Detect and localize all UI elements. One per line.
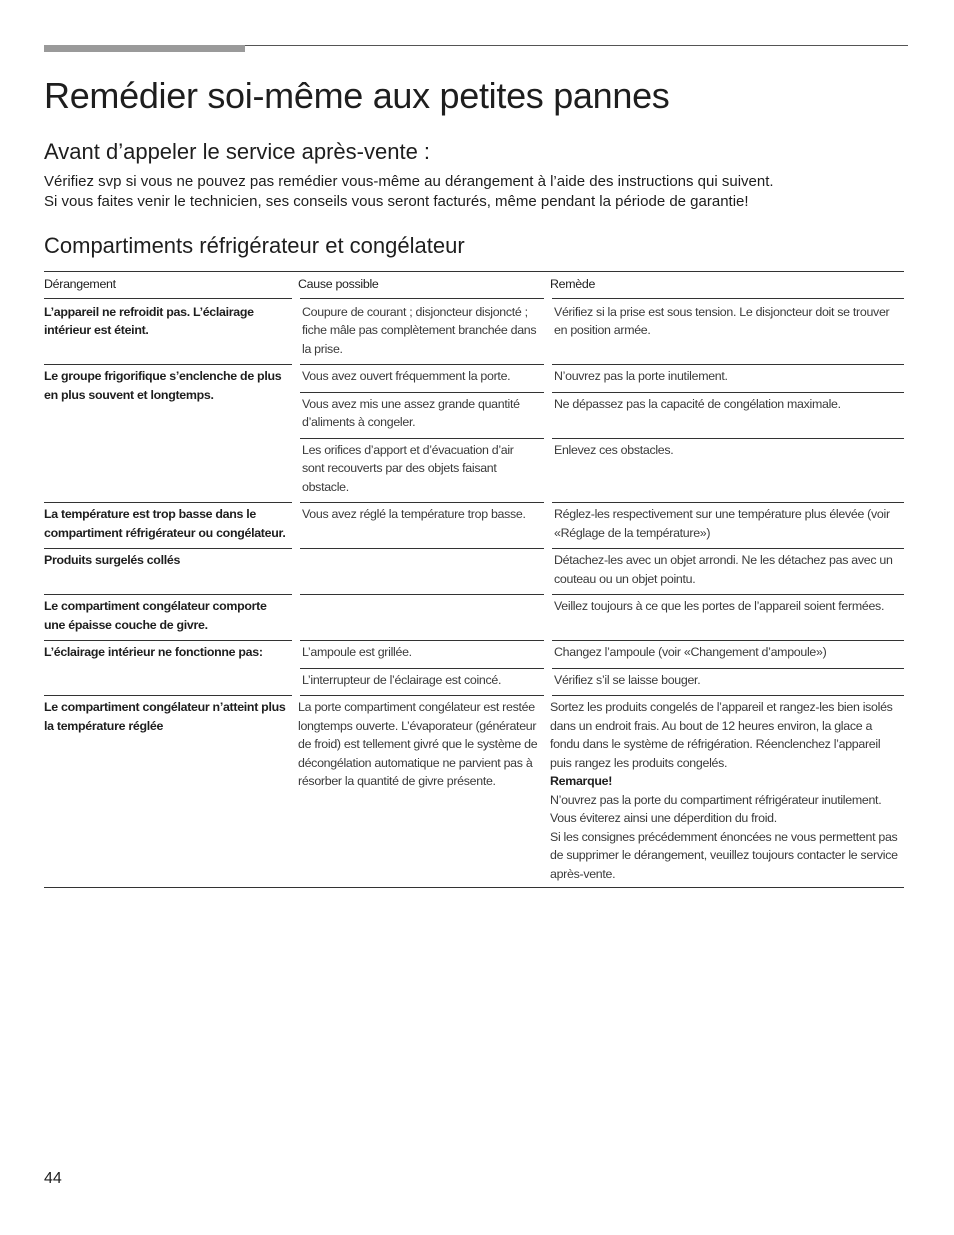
remedy-cell: Détachez-les avec un objet arrondi. Ne les détachez pas avec un couteau ou un objet pointu. (548, 549, 904, 595)
remedy-cell: Vérifiez si la prise est sous tension. Le disjoncteur doit se trouver en position armée. (548, 298, 904, 365)
remedy-cell: Veillez toujours à ce que les portes de l’appareil soient fermées. (548, 595, 904, 641)
cause-cell: Vous avez ouvert fréquemment la porte. (296, 365, 548, 393)
cause-cell: Vous avez mis une assez grande quantité d’aliments à congeler. (296, 392, 548, 438)
remedy-text: Sortez les produits congelés de l’appareil et rangez-les bien isolés dans un endroit frais. Au bout de 12 heures environ, la glace a fondu dans le système de réfrigération. Réenclenchez l’appareil puis rangez les produits congelés. (550, 700, 893, 770)
table-row (44, 365, 904, 393)
intro-text (44, 172, 914, 212)
table-row (44, 549, 904, 595)
table-row (44, 641, 904, 669)
top-accent-bar (44, 45, 245, 52)
cause-cell: Coupure de courant ; disjoncteur disjoncté ; fiche mâle pas complètement branchée dans la prise. (296, 298, 548, 365)
cause-cell (296, 595, 548, 641)
remedy-note-label: Remarque! (550, 774, 613, 788)
section-heading-before-call: Avant d’appeler le service après-vente : (44, 139, 431, 164)
section-heading-compartments: Compartiments réfrigérateur et congélateur (44, 233, 465, 258)
cause-cell: Vous avez réglé la température trop basse. (296, 503, 548, 549)
remedy-cell: Ne dépassez pas la capacité de congélation maximale. (548, 392, 904, 438)
fault-cell: Le compartiment congélateur comporte une épaisse couche de givre. (44, 595, 296, 641)
cause-cell: Les orifices d’apport et d’évacuation d’air sont recouverts par des objets faisant obstacle. (296, 438, 548, 503)
remedy-cell: N’ouvrez pas la porte inutilement. (548, 365, 904, 393)
cause-cell (296, 549, 548, 595)
cause-cell: L’ampoule est grillée. (296, 641, 548, 669)
remedy-cell: Vérifiez s’il se laisse bouger. (548, 668, 904, 696)
header-cause: Cause possible (296, 272, 548, 299)
fault-cell: L’éclairage intérieur ne fonctionne pas: (44, 641, 296, 696)
fault-cell: L’appareil ne refroidit pas. L’éclairage intérieur est éteint. (44, 298, 296, 365)
remedy-cell (548, 696, 904, 888)
troubleshooting-table (44, 271, 904, 888)
cause-cell: L’interrupteur de l’éclairage est coincé. (296, 668, 548, 696)
table-row (44, 696, 904, 888)
header-fault: Dérangement (44, 272, 296, 299)
table-row (44, 298, 904, 365)
cause-cell: La porte compartiment congélateur est restée longtemps ouverte. L’évaporateur (générateur de froid) est tellement givré que le système de décongélation automatique ne parvient pas à résorber la quantité de givre présente. (296, 696, 548, 888)
remedy-cell: Réglez-les respectivement sur une température plus élevée (voir «Réglage de la température») (548, 503, 904, 549)
table-row (44, 595, 904, 641)
intro-line-1: Vérifiez svp si vous ne pouvez pas remédier vous-même au dérangement à l’aide des instructions qui suivent. (44, 173, 774, 190)
fault-cell: Le compartiment congélateur n’atteint plus la température réglée (44, 696, 296, 888)
page-number: 44 (44, 1170, 62, 1187)
header-remedy: Remède (548, 272, 904, 299)
remedy-note-1: N’ouvrez pas la porte du compartiment réfrigérateur inutilement. Vous éviterez ainsi une déperdition du froid. (550, 792, 882, 825)
remedy-note-2: Si les consignes précédemment énoncées ne vous permettent pas de supprimer le dérangement, veuillez toujours contacter le service après-vente. (550, 829, 898, 881)
page-title: Remédier soi-même aux petites pannes (44, 75, 670, 116)
fault-cell: Produits surgelés collés (44, 549, 296, 595)
table-header-row (44, 272, 904, 299)
fault-cell: La température est trop basse dans le compartiment réfrigérateur ou congélateur. (44, 503, 296, 549)
remedy-cell: Enlevez ces obstacles. (548, 438, 904, 503)
remedy-cell: Changez l’ampoule (voir «Changement d’ampoule») (548, 641, 904, 669)
fault-cell: Le groupe frigorifique s’enclenche de plus en plus souvent et longtemps. (44, 365, 296, 503)
table-row (44, 503, 904, 549)
intro-line-2: Si vous faites venir le technicien, ses conseils vous seront facturés, même pendant la période de garantie! (44, 193, 749, 210)
